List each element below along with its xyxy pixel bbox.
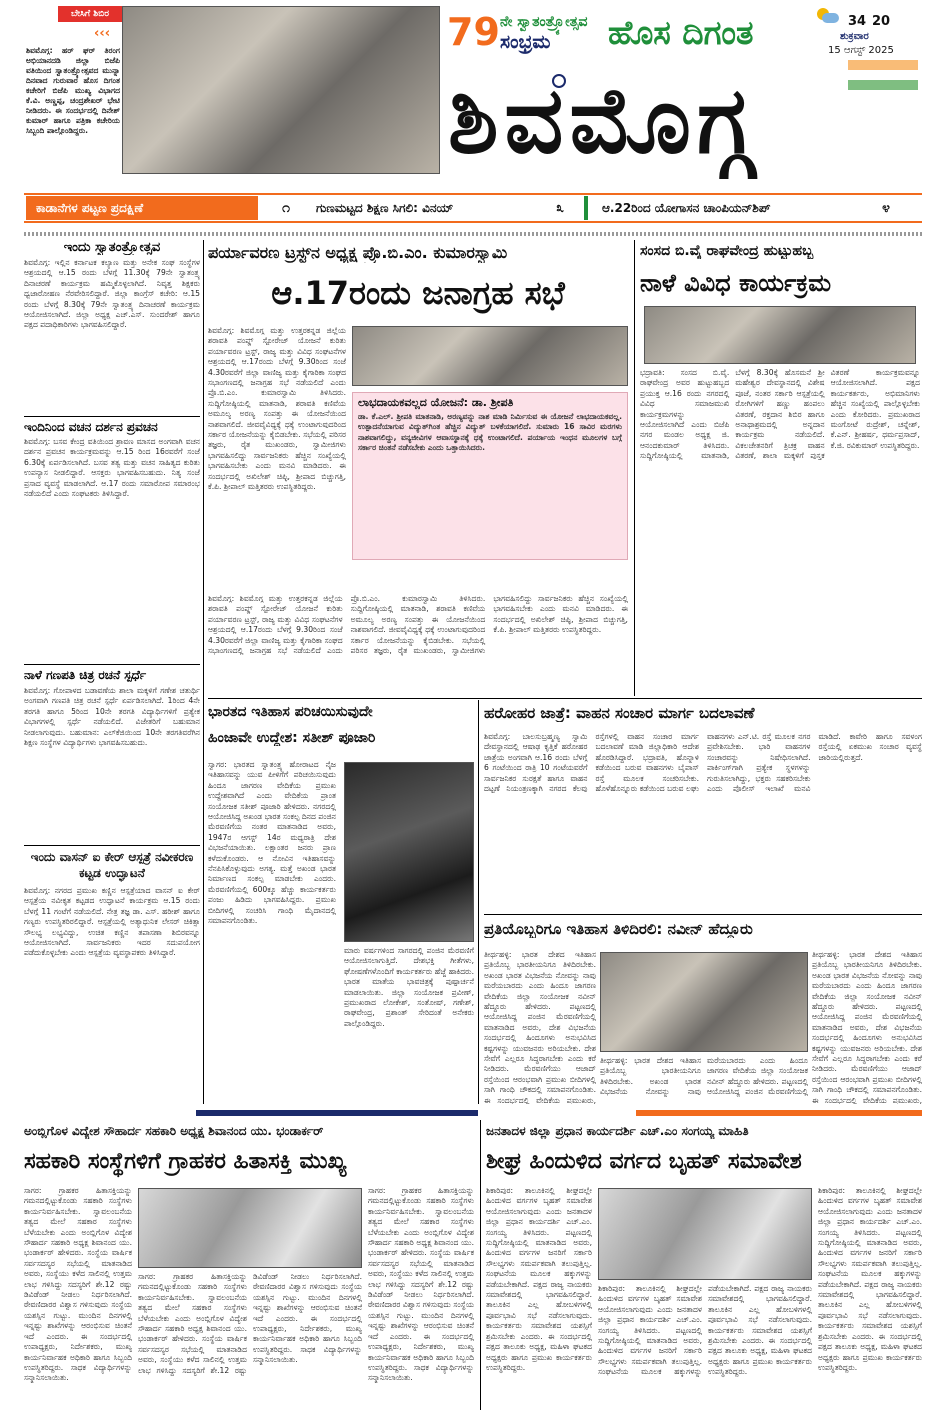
divider: [24, 664, 200, 665]
section-strip: [24, 232, 922, 236]
story-janatadal-photo: [598, 1188, 812, 1280]
story-kumaraswamy-body-b: ಶಿವಮೊಗ್ಗ: ಶಿವಮೊಗ್ಗ ಮತ್ತು ಉತ್ತರಕನ್ನಡ ಜಿಲ್ಲೆಯ ಶರಾವತಿ ಪಂಪ್ಡ್ ಸ್ಟೋರೇಜ್ ಯೋಜನೆ ಕುರಿತು ಪರ್ಯಾವರಣ ಟ್ರಸ್ಟ್, ರಾಜ್ಯ ಮತ್ತು ವಿವಿಧ ಸಂಘಟನೆಗಳ ಆಶ್ರಯದಲ್ಲಿ ಆ.17ರಂದು ಬೆಳಗ್ಗೆ 9.30ರಿಂದ ಸಂಜೆ 4.30ರವರೆಗೆ ಜಿಲ್ಲಾ ವಾಣಿಜ್ಯ ಮತ್ತು ಕೈಗಾರಿಕಾ ಸಂಘದ ಸಭಾಂಗಣದಲ್ಲಿ ಜನಾಗ್ರಹ ಸಭೆ ನಡೆಯಲಿದೆ ಎಂದು ಪ್ರೊ.ಬಿ.ಎಂ. ಕುಮಾರಸ್ವಾಮಿ ತಿಳಿಸಿದರು. ಸುದ್ದಿಗೋಷ್ಠಿಯಲ್ಲಿ ಮಾತನಾಡಿ, ಶರಾವತಿ ಕಣಿವೆಯ ಅಮೂಲ್ಯ ಅರಣ್ಯ ಸಂಪತ್ತು ಈ ಯೋಜನೆಯಿಂದ ನಾಶವಾಗಲಿದೆ. ಜೀವವೈವಿಧ್ಯಕ್ಕೆ ಧಕ್ಕೆ ಉಂಟಾಗುವುದರಿಂದ ಸರ್ಕಾರ ಯೋಜನೆಯನ್ನು ಕೈಬಿಡಬೇಕು. ಸಭೆಯಲ್ಲಿ ಪರಿಸರ ತಜ್ಞರು, ರೈತ ಮುಖಂಡರು, ಸ್ವಾಮೀಜಿಗಳು ಭಾಗವಹಿಸಲಿದ್ದು ಸಾರ್ವಜನಿಕರು ಹೆಚ್ಚಿನ ಸಂಖ್ಯೆಯಲ್ಲಿ ಭಾಗವಹಿಸಬೇಕು ಎಂದು ಮನವಿ ಮಾಡಿದರು. ಈ ಸಂದರ್ಭದಲ್ಲಿ ಅಖಿಲೇಶ್ ಚಿಪ್ಳಿ, ಶ್ರೀಪಾದ ಬಿಚ್ಚುಗತ್ತಿ, ಕೆ.ಪಿ. ಶ್ರೀಪಾಲ್ ಮತ್ತಿತರರು ಉಪಸ್ಥಿತರಿದ್ದರು.: [208, 594, 628, 656]
story-cooperative-kicker: ಅಂಬ್ಲಿಗೊಳ ವಿದ್ಯೇಶ ಸೌಹಾರ್ದ ಸಹಕಾರಿ ಅಧ್ಯಕ್ಷ ಶಿವಾನಂದ ಯು. ಭಂಡಾರ್ಕರ್: [24, 1124, 324, 1138]
date-label: 15 ಆಗಸ್ಟ್ 2025: [828, 45, 894, 56]
bottom-strip-right: [636, 1110, 922, 1116]
story-raghavendra-photo: [644, 306, 916, 364]
story-satish-body: ಸ್ವಾಗರ: ಭಾರತದ ಸ್ವಾತಂತ್ರ್ಯ ಹೋರಾಟದ ನೈಜ ಇತಿಹಾಸವನ್ನು ಯುವ ಪೀಳಿಗೆಗೆ ಪರಿಚಯಿಸುವುದು ಹಿಂದೂ ಜಾಗರಣ ವೇದಿಕೆಯ ಪ್ರಮುಖ ಉದ್ದೇಶವಾಗಿದೆ ಎಂದು ವೇದಿಕೆಯ ಪ್ರಾಂತ ಸಂಯೋಜಕ ಸತೀಶ್ ಪೂಜಾರಿ ಹೇಳಿದರು. ನಗರದಲ್ಲಿ ಆಯೋಜಿಸಿದ್ದ ಅಖಂಡ ಭಾರತ ಸಂಕಲ್ಪ ದಿನದ ಪಂಜಿನ ಮೆರವಣಿಗೆಯ ನಂತರ ಮಾತನಾಡಿದ ಅವರು, 1947ರ ಆಗಸ್ಟ್ 14ರ ಮಧ್ಯರಾತ್ರಿ ದೇಶ ವಿಭಜನೆಯಾಯಿತು. ಲಕ್ಷಾಂತರ ಜನರು ಪ್ರಾಣ ಕಳೆದುಕೊಂಡರು. ಆ ನೋವಿನ ಇತಿಹಾಸವನ್ನು ನೆನಪಿಸಿಕೊಳ್ಳುವುದು ಅಗತ್ಯ. ಮತ್ತೆ ಅಖಂಡ ಭಾರತ ನಿರ್ಮಾಣದ ಸಂಕಲ್ಪ ಮಾಡಬೇಕು ಎಂದರು. ಮೆರವಣಿಗೆಯಲ್ಲಿ 600ಕ್ಕೂ ಹೆಚ್ಚು ಕಾರ್ಯಕರ್ತರು ಪಂಜು ಹಿಡಿದು ಭಾಗವಹಿಸಿದ್ದರು. ಪ್ರಮುಖ ಬೀದಿಗಳಲ್ಲಿ ಸಂಚರಿಸಿ ಗಾಂಧಿ ಮೈದಾನದಲ್ಲಿ ಸಮಾಪನಗೊಂಡಿತು.: [208, 760, 336, 926]
teaser-1[interactable]: ಕಾಡಾನೆಗಳ ಪಟ್ಟಣ ಪ್ರದಕ್ಷಿಣೆ: [26, 196, 258, 220]
story-naveen-body-a: ತೀರ್ಥಹಳ್ಳಿ: ಭಾರತ ದೇಶದ ಇತಿಹಾಸ ಪ್ರತಿಯೊಬ್ಬ ಭಾರತೀಯನಿಗೂ ತಿಳಿದಿರಬೇಕು. ಅಖಂಡ ಭಾರತ ವಿಭಜನೆಯ ನೋವನ್ನು ನಾವು ಮರೆಯಬಾರದು ಎಂದು ಹಿಂದೂ ಜಾಗರಣ ವೇದಿಕೆಯ ಜಿಲ್ಲಾ ಸಂಯೋಜಕ ನವೀನ್ ಹೆದ್ದೂರು ಹೇಳಿದರು. ಪಟ್ಟಣದಲ್ಲಿ ಆಯೋಜಿಸಿದ್ದ ಪಂಜಿನ ಮೆರವಣಿಗೆಯಲ್ಲಿ ಮಾತನಾಡಿದ ಅವರು, ದೇಶ ವಿಭಜನೆಯ ಸಂದರ್ಭದಲ್ಲಿ ಹಿಂದೂಗಳು ಅನುಭವಿಸಿದ ಕಷ್ಟಗಳನ್ನು ಯುವಜನರು ಅರಿಯಬೇಕು. ದೇಶ ಸೇವೆಗೆ ಎಲ್ಲರೂ ಸಿದ್ಧರಾಗಬೇಕು ಎಂದು ಕರೆ ನೀಡಿದರು. ಮೆರವಣಿಗೆಯು ಆಜಾದ್ ರಸ್ತೆಯಿಂದ ಆರಂಭವಾಗಿ ಪ್ರಮುಖ ಬೀದಿಗಳಲ್ಲಿ ಸಾಗಿ ಗಾಂಧಿ ಚೌಕದಲ್ಲಿ ಸಮಾಪನಗೊಂಡಿತು. ಈ ಸಂದರ್ಭದಲ್ಲಿ ವೇದಿಕೆಯ ಪ್ರಮುಖರು,: [484, 950, 596, 1104]
story-naveen-photo: [600, 952, 808, 1052]
story-kumaraswamy-headline: ಆ.17ರಂದು ಜನಾಗ್ರಹ ಸಭೆ: [271, 274, 565, 312]
story-janatadal-body-c: ಶಿಕಾರಿಪುರ: ತಾಲೂಕಿನಲ್ಲಿ ಶೀಘ್ರದಲ್ಲೇ ಹಿಂದುಳಿದ ವರ್ಗಗಳ ಬೃಹತ್ ಸಮಾವೇಶ ಆಯೋಜಿಸಲಾಗುವುದು ಎಂದು ಜನತಾದಳ ಜಿಲ್ಲಾ ಪ್ರಧಾನ ಕಾರ್ಯದರ್ಶಿ ಎಚ್.ಎಂ. ಸಂಗಯ್ಯ ತಿಳಿಸಿದರು. ಪಟ್ಟಣದಲ್ಲಿ ಸುದ್ದಿಗೋಷ್ಠಿಯಲ್ಲಿ ಮಾತನಾಡಿದ ಅವರು, ಹಿಂದುಳಿದ ವರ್ಗಗಳ ಜನರಿಗೆ ಸರ್ಕಾರಿ ಸೌಲಭ್ಯಗಳು ಸಮರ್ಪಕವಾಗಿ ತಲುಪುತ್ತಿಲ್ಲ. ಸಂಘಟನೆಯ ಮೂಲಕ ಹಕ್ಕುಗಳನ್ನು ಪಡೆಯಬೇಕಾಗಿದೆ. ಪಕ್ಷದ ರಾಜ್ಯ ನಾಯಕರು ಸಮಾವೇಶದಲ್ಲಿ ಭಾಗವಹಿಸಲಿದ್ದಾರೆ. ತಾಲೂಕಿನ ಎಲ್ಲ ಹೋಬಳಿಗಳಲ್ಲಿ ಪೂರ್ವಭಾವಿ ಸಭೆ ನಡೆಸಲಾಗುವುದು. ಕಾರ್ಯಕರ್ತರು ಸಮಾವೇಶದ ಯಶಸ್ಸಿಗೆ ಶ್ರಮಿಸಬೇಕು ಎಂದರು. ಈ ಸಂದರ್ಭದಲ್ಲಿ ಪಕ್ಷದ ತಾಲೂಕು ಅಧ್ಯಕ್ಷ, ಮಹಿಳಾ ಘಟಕದ ಅಧ್ಯಕ್ಷರು ಹಾಗೂ ಪ್ರಮುಖ ಕಾರ್ಯಕರ್ತರು ಉಪಸ್ಥಿತರಿದ್ದರು.: [818, 1186, 922, 1372]
story-janatadal-kicker: ಜನತಾದಳ ಜಿಲ್ಲಾ ಪ್ರಧಾನ ಕಾರ್ಯದರ್ಶಿ ಎಚ್.ಎಂ ಸಂಗಯ್ಯ ಮಾಹಿತಿ: [486, 1124, 749, 1138]
story-raghavendra-kicker: ಸಂಸದ ಬಿ.ವೈ ರಾಘವೇಂದ್ರ ಹುಟ್ಟುಹಬ್ಬ: [640, 243, 814, 259]
divider: [24, 416, 200, 417]
corner-tag: ಬೇಸಿಗೆ ಶಿಬಿರ: [58, 6, 122, 22]
story-satish-headline-1: ಭಾರತದ ಇತಿಹಾಸ ಪರಿಚಯಿಸುವುದೇ: [208, 704, 373, 720]
column-rule: [480, 1120, 481, 1410]
teaser-3-page: ೪: [882, 200, 890, 216]
story-raghavendra-headline: ನಾಳೆ ವಿವಿಧ ಕಾರ್ಯಕ್ರಮ: [640, 269, 832, 297]
left-body-4: ಶಿವಮೊಗ್ಗ: ನಗರದ ಪ್ರಮುಖ ಕಣ್ಣಿನ ಆಸ್ಪತ್ರೆಯಾದ ವಾಸನ್ ಐ ಕೇರ್ ಆಸ್ಪತ್ರೆಯ ನವೀಕೃತ ಕಟ್ಟಡದ ಉದ್ಘಾಟನೆ ಕಾರ್ಯಕ್ರಮ ಆ.15 ರಂದು ಬೆಳಗ್ಗೆ 11 ಗಂಟೆಗೆ ನಡೆಯಲಿದೆ. ನೇತ್ರ ತಜ್ಞ ಡಾ. ಎಸ್. ಹರೀಶ್ ಹಾಗೂ ಗಣ್ಯರು ಉಪಸ್ಥಿತರಿರಲಿದ್ದಾರೆ. ಆಸ್ಪತ್ರೆಯಲ್ಲಿ ಅತ್ಯಾಧುನಿಕ ಲೇಸರ್ ಚಿಕಿತ್ಸಾ ಸೌಲಭ್ಯ ಲಭ್ಯವಿದ್ದು, ಉಚಿತ ಕಣ್ಣಿನ ತಪಾಸಣಾ ಶಿಬಿರವನ್ನೂ ಆಯೋಜಿಸಲಾಗಿದೆ. ಸಾರ್ವಜನಿಕರು ಇದರ ಸದುಪಯೋಗ ಪಡೆದುಕೊಳ್ಳಬೇಕು ಎಂದು ಆಸ್ಪತ್ರೆಯ ವ್ಯವಸ್ಥಾಪಕರು ತಿಳಿಸಿದ್ದಾರೆ.: [24, 886, 200, 958]
row-rule: [484, 914, 922, 915]
city-title: ಶಿವಮೊಗ್ಗ: [448, 67, 758, 174]
story-kumaraswamy-kicker: ಪರ್ಯಾವರಣ ಟ್ರಸ್ಟ್‌ನ ಅಧ್ಯಕ್ಷ ಪ್ರೊ.ಬಿ.ಎಂ. ಕುಮಾರಸ್ವಾಮಿ: [208, 243, 508, 262]
story-horohara-body: ಶಿವಮೊಗ್ಗ: ಬಾಲಸುಬ್ರಹ್ಮಣ್ಯ ಸ್ವಾಮಿ ದೇವಸ್ಥಾನದಲ್ಲಿ ಆಷಾಢ ಕೃತ್ತಿಕೆ ಹರೋಹರ ಜಾತ್ರೆಯ ಅಂಗವಾಗಿ ಆ.16 ರಂದು ಬೆಳಗ್ಗೆ 6 ಗಂಟೆಯಿಂದ ರಾತ್ರಿ 10 ಗಂಟೆಯವರೆಗೆ ಸಾರ್ವಜನಿಕರ ಸುರಕ್ಷತೆ ಹಾಗೂ ವಾಹನ ದಟ್ಟಣೆ ನಿಯಂತ್ರಣಕ್ಕಾಗಿ ನಗರದ ಕೆಲವು ರಸ್ತೆಗಳಲ್ಲಿ ವಾಹನ ಸಂಚಾರ ಮಾರ್ಗ ಬದಲಾವಣೆ ಮಾಡಿ ಜಿಲ್ಲಾಧಿಕಾರಿ ಆದೇಶ ಹೊರಡಿಸಿದ್ದಾರೆ. ಭದ್ರಾವತಿ, ಹೊನ್ನಾಳಿ ಕಡೆಯಿಂದ ಬರುವ ವಾಹನಗಳು ಬೈಪಾಸ್ ರಸ್ತೆ ಮೂಲಕ ಸಂಚರಿಸಬೇಕು. ಹೊಳೆಹೊನ್ನೂರು ಕಡೆಯಿಂದ ಬರುವ ಲಘು ವಾಹನಗಳು ಎನ್.ಟಿ. ರಸ್ತೆ ಮೂಲಕ ನಗರ ಪ್ರವೇಶಿಸಬೇಕು. ಭಾರಿ ವಾಹನಗಳ ಸಂಚಾರವನ್ನು ನಿಷೇಧಿಸಲಾಗಿದೆ. ಪಾರ್ಕಿಂಗ್‌ಗಾಗಿ ಪ್ರತ್ಯೇಕ ಸ್ಥಳಗಳನ್ನು ಗುರುತಿಸಲಾಗಿದ್ದು, ಭಕ್ತರು ಸಹಕರಿಸಬೇಕು ಎಂದು ಪೊಲೀಸ್ ಇಲಾಖೆ ಮನವಿ ಮಾಡಿದೆ. ಕಾವೇರಿ ಹಾಗೂ ಸವಳಂಗ ರಸ್ತೆಯಲ್ಲಿ ಏಕಮುಖ ಸಂಚಾರ ವ್ಯವಸ್ಥೆ ಜಾರಿಯಲ್ಲಿರುತ್ತದೆ.: [484, 732, 922, 794]
anniversary-line1: ನೇ ಸ್ವಾತಂತ್ರ್ಯೋತ್ಸವ: [500, 14, 588, 30]
story-kumaraswamy-body-a: ಶಿವಮೊಗ್ಗ: ಶಿವಮೊಗ್ಗ ಮತ್ತು ಉತ್ತರಕನ್ನಡ ಜಿಲ್ಲೆಯ ಶರಾವತಿ ಪಂಪ್ಡ್ ಸ್ಟೋರೇಜ್ ಯೋಜನೆ ಕುರಿತು ಪರ್ಯಾವರಣ ಟ್ರಸ್ಟ್, ರಾಜ್ಯ ಮತ್ತು ವಿವಿಧ ಸಂಘಟನೆಗಳ ಆಶ್ರಯದಲ್ಲಿ ಆ.17ರಂದು ಬೆಳಗ್ಗೆ 9.30ರಿಂದ ಸಂಜೆ 4.30ರವರೆಗೆ ಜಿಲ್ಲಾ ವಾಣಿಜ್ಯ ಮತ್ತು ಕೈಗಾರಿಕಾ ಸಂಘದ ಸಭಾಂಗಣದಲ್ಲಿ ಜನಾಗ್ರಹ ಸಭೆ ನಡೆಯಲಿದೆ ಎಂದು ಪ್ರೊ.ಬಿ.ಎಂ. ಕುಮಾರಸ್ವಾಮಿ ತಿಳಿಸಿದರು. ಸುದ್ದಿಗೋಷ್ಠಿಯಲ್ಲಿ ಮಾತನಾಡಿ, ಶರಾವತಿ ಕಣಿವೆಯ ಅಮೂಲ್ಯ ಅರಣ್ಯ ಸಂಪತ್ತು ಈ ಯೋಜನೆಯಿಂದ ನಾಶವಾಗಲಿದೆ. ಜೀವವೈವಿಧ್ಯಕ್ಕೆ ಧಕ್ಕೆ ಉಂಟಾಗುವುದರಿಂದ ಸರ್ಕಾರ ಯೋಜನೆಯನ್ನು ಕೈಬಿಡಬೇಕು. ಸಭೆಯಲ್ಲಿ ಪರಿಸರ ತಜ್ಞರು, ರೈತ ಮುಖಂಡರು, ಸ್ವಾಮೀಜಿಗಳು ಭಾಗವಹಿಸಲಿದ್ದು ಸಾರ್ವಜನಿಕರು ಹೆಚ್ಚಿನ ಸಂಖ್ಯೆಯಲ್ಲಿ ಭಾಗವಹಿಸಬೇಕು ಎಂದು ಮನವಿ ಮಾಡಿದರು. ಈ ಸಂದರ್ಭದಲ್ಲಿ ಅಖಿಲೇಶ್ ಚಿಪ್ಳಿ, ಶ್ರೀಪಾದ ಬಿಚ್ಚುಗತ್ತಿ, ಕೆ.ಪಿ. ಶ್ರೀಪಾಲ್ ಮತ್ತಿತರರು ಉಪಸ್ಥಿತರಿದ್ದರು.: [208, 326, 346, 492]
corner-caption: ಶಿವಮೊಗ್ಗ: ಹರ್ ಘರ್ ತಿರಂಗ ಅಭಿಯಾನದಡಿ ಜಿಲ್ಲಾ ಬಿಜೆಪಿ ವತಿಯಿಂದ ಸ್ವಾತಂತ್ರ್ಯೋತ್ಸವದ ಮುನ್ನಾ ದಿನವಾದ ಗುರುವಾರ ಹೊಸ ದಿಗಂತ ಕಚೇರಿಗೆ ಬಿಜೆಪಿ ಮುಖ್ಯ ವಿಭಾಗದ ಕೆ.ವಿ. ಅಣ್ಣಪ್ಪ, ಚಂದ್ರಶೇಖರ್ ಭೇಟಿ ನೀಡಿದರು. ಈ ಸಂದರ್ಭದಲ್ಲಿ ದಿನೇಶ್ ಕುಮಾರ್ ಹಾಗೂ ಪತ್ರಿಕಾ ಕಚೇರಿಯ ಸಿಬ್ಬಂದಿ ಪಾಲ್ಗೊಂಡಿದ್ದರು.: [26, 46, 120, 135]
story-janatadal-body-a: ಶಿಕಾರಿಪುರ: ತಾಲೂಕಿನಲ್ಲಿ ಶೀಘ್ರದಲ್ಲೇ ಹಿಂದುಳಿದ ವರ್ಗಗಳ ಬೃಹತ್ ಸಮಾವೇಶ ಆಯೋಜಿಸಲಾಗುವುದು ಎಂದು ಜನತಾದಳ ಜಿಲ್ಲಾ ಪ್ರಧಾನ ಕಾರ್ಯದರ್ಶಿ ಎಚ್.ಎಂ. ಸಂಗಯ್ಯ ತಿಳಿಸಿದರು. ಪಟ್ಟಣದಲ್ಲಿ ಸುದ್ದಿಗೋಷ್ಠಿಯಲ್ಲಿ ಮಾತನಾಡಿದ ಅವರು, ಹಿಂದುಳಿದ ವರ್ಗಗಳ ಜನರಿಗೆ ಸರ್ಕಾರಿ ಸೌಲಭ್ಯಗಳು ಸಮರ್ಪಕವಾಗಿ ತಲುಪುತ್ತಿಲ್ಲ. ಸಂಘಟನೆಯ ಮೂಲಕ ಹಕ್ಕುಗಳನ್ನು ಪಡೆಯಬೇಕಾಗಿದೆ. ಪಕ್ಷದ ರಾಜ್ಯ ನಾಯಕರು ಸಮಾವೇಶದಲ್ಲಿ ಭಾಗವಹಿಸಲಿದ್ದಾರೆ. ತಾಲೂಕಿನ ಎಲ್ಲ ಹೋಬಳಿಗಳಲ್ಲಿ ಪೂರ್ವಭಾವಿ ಸಭೆ ನಡೆಸಲಾಗುವುದು. ಕಾರ್ಯಕರ್ತರು ಸಮಾವೇಶದ ಯಶಸ್ಸಿಗೆ ಶ್ರಮಿಸಬೇಕು ಎಂದರು. ಈ ಸಂದರ್ಭದಲ್ಲಿ ಪಕ್ಷದ ತಾಲೂಕು ಅಧ್ಯಕ್ಷ, ಮಹಿಳಾ ಘಟಕದ ಅಧ್ಯಕ್ಷರು ಹಾಗೂ ಪ್ರಮುಖ ಕಾರ್ಯಕರ್ತರು ಉಪಸ್ಥಿತರಿದ್ದರು.: [486, 1186, 592, 1372]
anniversary-number: 79: [447, 10, 500, 54]
left-headline-2: ಇಂದಿನಿಂದ ವಚನ ದರ್ಶನ ಪ್ರವಚನ: [24, 420, 158, 434]
bottom-strip-left: [196, 1110, 478, 1116]
teaser-1-page: ೧: [282, 200, 290, 216]
teaser-2[interactable]: ಗುಣಮಟ್ಟದ ಶಿಕ್ಷಣ ಸಿಗಲಿ: ವಿನಯ್: [316, 201, 454, 215]
left-body-2: ಶಿವಮೊಗ್ಗ: ಬಸವ ಕೇಂದ್ರ ವತಿಯಿಂದ ಶ್ರಾವಣ ಮಾಸದ ಅಂಗವಾಗಿ ವಚನ ದರ್ಶನ ಪ್ರವಚನ ಕಾರ್ಯಕ್ರಮವನ್ನು ಆ.15 ರಿಂದ 16ರವರೆಗೆ ಸಂಜೆ 6.30ಕ್ಕೆ ಏರ್ಪಡಿಸಲಾಗಿದೆ. ಬಸವ ತತ್ವ ಮತ್ತು ವಚನ ಸಾಹಿತ್ಯದ ಕುರಿತು ಉಪನ್ಯಾಸ ನೀಡಲಿದ್ದಾರೆ. ಆಸಕ್ತರು ಭಾಗವಹಿಸಬಹುದು. ನಿತ್ಯ ಸಂಜೆ ಪ್ರಸಾದ ವ್ಯವಸ್ಥೆ ಮಾಡಲಾಗಿದೆ. ಆ.17 ರಂದು ಸಮಾರೋಪ ಸಮಾರಂಭ ನಡೆಯಲಿದೆ ಎಂದು ಸಂಘಟಕರು ತಿಳಿಸಿದ್ದಾರೆ.: [24, 437, 200, 499]
divider: [24, 845, 200, 846]
row-rule: [208, 698, 922, 699]
story-naveen-headline: ಪ್ರತಿಯೊಬ್ಬರಿಗೂ ಇತಿಹಾಸ ತಿಳಿದಿರಲಿ: ನವೀನ್ ಹೆದ್ದೂರು: [484, 920, 753, 938]
story-satish-photo: [344, 762, 474, 942]
day-label: ಶುಕ್ರವಾರ: [840, 31, 869, 42]
left-body-3: ಶಿವಮೊಗ್ಗ: ಗೋಪಾಳದ ಬಡಾವಣೆಯ ಶಾಲಾ ಮಕ್ಕಳಿಗೆ ಗಣೇಶ ಚತುರ್ಥಿ ಅಂಗವಾಗಿ ಗಣಪತಿ ಚಿತ್ರ ರಚನೆ ಸ್ಪರ್ಧೆ ಏರ್ಪಡಿಸಲಾಗಿದೆ. 1ರಿಂದ 4ನೇ ತರಗತಿ ಹಾಗೂ 5ರಿಂದ 10ನೇ ತರಗತಿ ವಿದ್ಯಾರ್ಥಿಗಳಿಗೆ ಪ್ರತ್ಯೇಕ ವಿಭಾಗಗಳಲ್ಲಿ ಸ್ಪರ್ಧೆ ನಡೆಯಲಿದೆ. ವಿಜೇತರಿಗೆ ಬಹುಮಾನ ನೀಡಲಾಗುವುದು. ಬಹುಮಾನ: ಎಲ್‌ಕೆಜಿಯಿಂದ 10ನೇ ತರಗತಿವರೆಗಿನ ಶಿಕ್ಷಣ ಸಂಸ್ಥೆಗಳ ವಿದ್ಯಾರ್ಥಿಗಳು ಭಾಗವಹಿಸಬಹುದು.: [24, 686, 200, 748]
story-cooperative-photo: [138, 1188, 362, 1268]
column-rule: [478, 700, 479, 1104]
info-box-headline: ಲಾಭದಾಯಕವಲ್ಲದ ಯೋಜನೆ: ಡಾ. ಶ್ರೀಪತಿ: [358, 396, 514, 409]
column-rule: [634, 240, 635, 696]
corner-arrows: ‹‹‹: [94, 26, 111, 41]
story-satish-headline-2: ಹಿಂಜಾವೇ ಉದ್ದೇಶ: ಸತೀಶ್ ಪೂಜಾರಿ: [208, 730, 376, 746]
story-horohara-headline: ಹರೋಹರ ಜಾತ್ರೆ: ವಾಹನ ಸಂಚಾರ ಮಾರ್ಗ ಬದಲಾವಣೆ: [484, 704, 755, 722]
paper-name: ಹೊಸ ದಿಗಂತ: [608, 13, 754, 52]
temp-high: 34: [848, 14, 867, 29]
temp-low: 20: [872, 14, 891, 29]
left-headline-3: ನಾಳೆ ಗಣಪತಿ ಚಿತ್ರ ರಚನೆ ಸ್ಪರ್ಧೆ: [24, 668, 147, 682]
column-rule: [203, 240, 204, 1104]
story-raghavendra-body: ಭದ್ರಾವತಿ: ಸಂಸದ ಬಿ.ವೈ. ರಾಘವೇಂದ್ರ ಅವರ ಹುಟ್ಟುಹಬ್ಬದ ಪ್ರಯುಕ್ತ ಆ.16 ರಂದು ನಗರದಲ್ಲಿ ವಿವಿಧ ಸಮಾಜಮುಖಿ ಕಾರ್ಯಕ್ರಮಗಳನ್ನು ಆಯೋಜಿಸಲಾಗಿದೆ ಎಂದು ಬಿಜೆಪಿ ನಗರ ಮಂಡಲ ಅಧ್ಯಕ್ಷ ಜಿ. ಆನಂದಕುಮಾರ್ ತಿಳಿಸಿದರು. ಸುದ್ದಿಗೋಷ್ಠಿಯಲ್ಲಿ ಮಾತನಾಡಿ, ಬೆಳಗ್ಗೆ 8.30ಕ್ಕೆ ಹೊಸಮನೆ ಶ್ರೀ ಮಹೇಶ್ವರ ದೇವಸ್ಥಾನದಲ್ಲಿ ವಿಶೇಷ ಪೂಜೆ, ನಂತರ ಸರ್ಕಾರಿ ಆಸ್ಪತ್ರೆಯಲ್ಲಿ ರೋಗಿಗಳಿಗೆ ಹಣ್ಣು ಹಂಪಲು ವಿತರಣೆ, ರಕ್ತದಾನ ಶಿಬಿರ ಹಾಗೂ ಅನಾಥಾಶ್ರಮದಲ್ಲಿ ಅನ್ನದಾನ ಕಾರ್ಯಕ್ರಮ ನಡೆಯಲಿದೆ. ವಿಕಲಚೇತನರಿಗೆ ತ್ರಿಚಕ್ರ ವಾಹನ ವಿತರಣೆ, ಶಾಲಾ ಮಕ್ಕಳಿಗೆ ಪುಸ್ತಕ ವಿತರಣೆ ಕಾರ್ಯಕ್ರಮವನ್ನೂ ಆಯೋಜಿಸಲಾಗಿದೆ. ಪಕ್ಷದ ಕಾರ್ಯಕರ್ತರು, ಅಭಿಮಾನಿಗಳು ಹೆಚ್ಚಿನ ಸಂಖ್ಯೆಯಲ್ಲಿ ಪಾಲ್ಗೊಳ್ಳಬೇಕು ಎಂದು ಕೋರಿದರು. ಪ್ರಮುಖರಾದ ಮಂಗೋಟೆ ರುದ್ರೇಶ್, ಚನ್ನೇಶ್, ಕೆ.ಎನ್. ಶ್ರೀಹರ್ಷ, ಧರ್ಮಪ್ರಸಾದ್, ಕೆ.ಜಿ. ರವಿಕುಮಾರ್ ಉಪಸ್ಥಿತರಿದ್ದರು.: [640, 368, 920, 461]
story-kumaraswamy-photo: [352, 326, 628, 386]
story-satish-body-2: ಮಾರು ವರ್ಷಗಳಿಂದ ಸಾಗರದಲ್ಲಿ ಪಂಜಿನ ಮೆರವಣಿಗೆ ಆಯೋಜಿಸಲಾಗುತ್ತಿದೆ. ದೇಶಭಕ್ತಿ ಗೀತೆಗಳು, ಘೋಷಣೆಗಳೊಂದಿಗೆ ಕಾರ್ಯಕರ್ತರು ಹೆಜ್ಜೆ ಹಾಕಿದರು. ಭಾರತ ಮಾತೆಯ ಭಾವಚಿತ್ರಕ್ಕೆ ಪುಷ್ಪಾರ್ಚನೆ ಮಾಡಲಾಯಿತು. ಜಿಲ್ಲಾ ಸಂಯೋಜಕ ಪ್ರವೀಣ್, ಪ್ರಮುಖರಾದ ಲೋಕೇಶ್, ಸಂತೋಷ್, ಗಣೇಶ್, ರಾಘವೇಂದ್ರ, ಪ್ರಶಾಂತ್ ಸೇರಿದಂತೆ ಅನೇಕರು ಪಾಲ್ಗೊಂಡಿದ್ದರು.: [344, 946, 474, 1028]
left-headline-1: ಇಂದು ಸ್ವಾತಂತ್ರ್ಯೋತ್ಸವ: [63, 240, 161, 255]
story-cooperative-body-c: ಸಾಗರ: ಗ್ರಾಹಕರ ಹಿತಾಸಕ್ತಿಯನ್ನು ಗಮನದಲ್ಲಿಟ್ಟುಕೊಂಡು ಸಹಕಾರಿ ಸಂಸ್ಥೆಗಳು ಕಾರ್ಯನಿರ್ವಹಿಸಬೇಕು. ಸ್ವಾವಲಂಬನೆಯ ತತ್ವದ ಮೇಲೆ ಸಹಕಾರ ಸಂಸ್ಥೆಗಳು ಬೆಳೆಯಬೇಕು ಎಂದು ಅಂಬ್ಲಿಗೊಳ ವಿದ್ಯೇಶ ಸೌಹಾರ್ದ ಸಹಕಾರಿ ಅಧ್ಯಕ್ಷ ಶಿವಾನಂದ ಯು. ಭಂಡಾರ್ಕರ್ ಹೇಳಿದರು. ಸಂಸ್ಥೆಯ ವಾರ್ಷಿಕ ಸರ್ವಸದಸ್ಯರ ಸಭೆಯಲ್ಲಿ ಮಾತನಾಡಿದ ಅವರು, ಸಂಸ್ಥೆಯು ಕಳೆದ ಸಾಲಿನಲ್ಲಿ ಉತ್ತಮ ಲಾಭ ಗಳಿಸಿದ್ದು ಸದಸ್ಯರಿಗೆ ಶೇ.12 ರಷ್ಟು ಡಿವಿಡೆಂಡ್ ನೀಡಲು ನಿರ್ಧರಿಸಲಾಗಿದೆ. ಠೇವಣಿದಾರರ ವಿಶ್ವಾಸ ಗಳಿಸುವುದು ಸಂಸ್ಥೆಯ ಯಶಸ್ಸಿನ ಗುಟ್ಟು. ಮುಂದಿನ ದಿನಗಳಲ್ಲಿ ಇನ್ನಷ್ಟು ಶಾಖೆಗಳನ್ನು ಆರಂಭಿಸುವ ಚಿಂತನೆ ಇದೆ ಎಂದರು. ಈ ಸಂದರ್ಭದಲ್ಲಿ ಉಪಾಧ್ಯಕ್ಷರು, ನಿರ್ದೇಶಕರು, ಮುಖ್ಯ ಕಾರ್ಯನಿರ್ವಾಹಕ ಅಧಿಕಾರಿ ಹಾಗೂ ಸಿಬ್ಬಂದಿ ಉಪಸ್ಥಿತರಿದ್ದರು. ಸಾಧಕ ವಿದ್ಯಾರ್ಥಿಗಳನ್ನು ಸನ್ಮಾನಿಸಲಾಯಿತು.: [368, 1186, 474, 1383]
story-janatadal-body-b: ಶಿಕಾರಿಪುರ: ತಾಲೂಕಿನಲ್ಲಿ ಶೀಘ್ರದಲ್ಲೇ ಹಿಂದುಳಿದ ವರ್ಗಗಳ ಬೃಹತ್ ಸಮಾವೇಶ ಆಯೋಜಿಸಲಾಗುವುದು ಎಂದು ಜನತಾದಳ ಜಿಲ್ಲಾ ಪ್ರಧಾನ ಕಾರ್ಯದರ್ಶಿ ಎಚ್.ಎಂ. ಸಂಗಯ್ಯ ತಿಳಿಸಿದರು. ಪಟ್ಟಣದಲ್ಲಿ ಸುದ್ದಿಗೋಷ್ಠಿಯಲ್ಲಿ ಮಾತನಾಡಿದ ಅವರು, ಹಿಂದುಳಿದ ವರ್ಗಗಳ ಜನರಿಗೆ ಸರ್ಕಾರಿ ಸೌಲಭ್ಯಗಳು ಸಮರ್ಪಕವಾಗಿ ತಲುಪುತ್ತಿಲ್ಲ. ಸಂಘಟನೆಯ ಮೂಲಕ ಹಕ್ಕುಗಳನ್ನು ಪಡೆಯಬೇಕಾಗಿದೆ. ಪಕ್ಷದ ರಾಜ್ಯ ನಾಯಕರು ಸಮಾವೇಶದಲ್ಲಿ ಭಾಗವಹಿಸಲಿದ್ದಾರೆ. ತಾಲೂಕಿನ ಎಲ್ಲ ಹೋಬಳಿಗಳಲ್ಲಿ ಪೂರ್ವಭಾವಿ ಸಭೆ ನಡೆಸಲಾಗುವುದು. ಕಾರ್ಯಕರ್ತರು ಸಮಾವೇಶದ ಯಶಸ್ಸಿಗೆ ಶ್ರಮಿಸಬೇಕು ಎಂದರು. ಈ ಸಂದರ್ಭದಲ್ಲಿ ಪಕ್ಷದ ತಾಲೂಕು ಅಧ್ಯಕ್ಷ, ಮಹಿಳಾ ಘಟಕದ ಅಧ್ಯಕ್ಷರು ಹಾಗೂ ಪ್ರಮುಖ ಕಾರ್ಯಕರ್ತರು ಉಪಸ್ಥಿತರಿದ್ದರು.: [598, 1284, 812, 1377]
story-janatadal-headline: ಶೀಘ್ರ ಹಿಂದುಳಿದ ವರ್ಗದ ಬೃಹತ್ ಸಮಾವೇಶ: [486, 1149, 802, 1174]
left-body-1: ಶಿವಮೊಗ್ಗ: ಇಲ್ಲಿನ ಕರ್ನಾಟಕ ಕಲ್ಯಾಣ ಮತ್ತು ಅನೇಕ ಸಂಘ ಸಂಸ್ಥೆಗಳ ಆಶ್ರಯದಲ್ಲಿ ಆ.15 ರಂದು ಬೆಳಗ್ಗೆ 11.30ಕ್ಕೆ 79ನೇ ಸ್ವಾತಂತ್ರ್ಯ ದಿನಾಚರಣೆ ಕಾರ್ಯಕ್ರಮ ಹಮ್ಮಿಕೊಳ್ಳಲಾಗಿದೆ. ನಿವೃತ್ತ ಶಿಕ್ಷಕರು ಧ್ವಜಾರೋಹಣ ನೆರವೇರಿಸಲಿದ್ದಾರೆ. ಜಿಲ್ಲಾ ಕಾಂಗ್ರೆಸ್ ಕಚೇರಿ: ಆ.15 ರಂದು ಬೆಳಗ್ಗೆ 8.30ಕ್ಕೆ 79ನೇ ಸ್ವಾತಂತ್ರ್ಯ ದಿನಾಚರಣೆ ಕಾರ್ಯಕ್ರಮ ಆಯೋಜಿಸಲಾಗಿದೆ. ಜಿಲ್ಲಾ ಅಧ್ಯಕ್ಷ ಎಚ್.ಎಸ್. ಸುಂದರೇಶ್ ಹಾಗೂ ಪಕ್ಷದ ಪದಾಧಿಕಾರಿಗಳು ಭಾಗವಹಿಸಲಿದ್ದಾರೆ.: [24, 258, 200, 330]
story-cooperative-body-a: ಸಾಗರ: ಗ್ರಾಹಕರ ಹಿತಾಸಕ್ತಿಯನ್ನು ಗಮನದಲ್ಲಿಟ್ಟುಕೊಂಡು ಸಹಕಾರಿ ಸಂಸ್ಥೆಗಳು ಕಾರ್ಯನಿರ್ವಹಿಸಬೇಕು. ಸ್ವಾವಲಂಬನೆಯ ತತ್ವದ ಮೇಲೆ ಸಹಕಾರ ಸಂಸ್ಥೆಗಳು ಬೆಳೆಯಬೇಕು ಎಂದು ಅಂಬ್ಲಿಗೊಳ ವಿದ್ಯೇಶ ಸೌಹಾರ್ದ ಸಹಕಾರಿ ಅಧ್ಯಕ್ಷ ಶಿವಾನಂದ ಯು. ಭಂಡಾರ್ಕರ್ ಹೇಳಿದರು. ಸಂಸ್ಥೆಯ ವಾರ್ಷಿಕ ಸರ್ವಸದಸ್ಯರ ಸಭೆಯಲ್ಲಿ ಮಾತನಾಡಿದ ಅವರು, ಸಂಸ್ಥೆಯು ಕಳೆದ ಸಾಲಿನಲ್ಲಿ ಉತ್ತಮ ಲಾಭ ಗಳಿಸಿದ್ದು ಸದಸ್ಯರಿಗೆ ಶೇ.12 ರಷ್ಟು ಡಿವಿಡೆಂಡ್ ನೀಡಲು ನಿರ್ಧರಿಸಲಾಗಿದೆ. ಠೇವಣಿದಾರರ ವಿಶ್ವಾಸ ಗಳಿಸುವುದು ಸಂಸ್ಥೆಯ ಯಶಸ್ಸಿನ ಗುಟ್ಟು. ಮುಂದಿನ ದಿನಗಳಲ್ಲಿ ಇನ್ನಷ್ಟು ಶಾಖೆಗಳನ್ನು ಆರಂಭಿಸುವ ಚಿಂತನೆ ಇದೆ ಎಂದರು. ಈ ಸಂದರ್ಭದಲ್ಲಿ ಉಪಾಧ್ಯಕ್ಷರು, ನಿರ್ದೇಶಕರು, ಮುಖ್ಯ ಕಾರ್ಯನಿರ್ವಾಹಕ ಅಧಿಕಾರಿ ಹಾಗೂ ಸಿಬ್ಬಂದಿ ಉಪಸ್ಥಿತರಿದ್ದರು. ಸಾಧಕ ವಿದ್ಯಾರ್ಥಿಗಳನ್ನು ಸನ್ಮಾನಿಸಲಾಯಿತು.: [24, 1186, 132, 1383]
anniversary-line2: ಸಂಭ್ರಮ: [500, 31, 551, 53]
story-cooperative-headline: ಸಹಕಾರಿ ಸಂಸ್ಥೆಗಳಿಗೆ ಗ್ರಾಹಕರ ಹಿತಾಸಕ್ತಿ ಮುಖ್ಯ: [24, 1149, 347, 1174]
story-naveen-body-b: ತೀರ್ಥಹಳ್ಳಿ: ಭಾರತ ದೇಶದ ಇತಿಹಾಸ ಪ್ರತಿಯೊಬ್ಬ ಭಾರತೀಯನಿಗೂ ತಿಳಿದಿರಬೇಕು. ಅಖಂಡ ಭಾರತ ವಿಭಜನೆಯ ನೋವನ್ನು ನಾವು ಮರೆಯಬಾರದು ಎಂದು ಹಿಂದೂ ಜಾಗರಣ ವೇದಿಕೆಯ ಜಿಲ್ಲಾ ಸಂಯೋಜಕ ನವೀನ್ ಹೆದ್ದೂರು ಹೇಳಿದರು. ಪಟ್ಟಣದಲ್ಲಿ ಆಯೋಜಿಸಿದ್ದ ಪಂಜಿನ ಮೆರವಣಿಗೆಯಲ್ಲಿ: [600, 1056, 808, 1097]
weather-icon: [817, 8, 839, 24]
info-box-body: ಡಾ. ಕೆ.ಎಲ್. ಶ್ರೀಪತಿ ಮಾತನಾಡಿ, ಅರಣ್ಯವನ್ನು ನಾಶ ಮಾಡಿ ನಿರ್ಮಿಸುವ ಈ ಯೋಜನೆ ಲಾಭದಾಯಕವಲ್ಲ. ಉತ್ಪಾದನೆಯಾಗುವ ವಿದ್ಯುತ್‌ಗಿಂತ ಹೆಚ್ಚಿನ ವಿದ್ಯುತ್ ಬಳಕೆಯಾಗಲಿದೆ. ಸುಮಾರು 16 ಸಾವಿರ ಮರಗಳು ನಾಶವಾಗಲಿದ್ದು, ವನ್ಯಜೀವಿಗಳ ಆವಾಸಸ್ಥಾನಕ್ಕೆ ಧಕ್ಕೆ ಉಂಟಾಗಲಿದೆ. ಪರ್ಯಾಯ ಇಂಧನ ಮೂಲಗಳ ಬಗ್ಗೆ ಸರ್ಕಾರ ಚಿಂತನೆ ನಡೆಸಬೇಕು ಎಂದು ಒತ್ತಾಯಿಸಿದರು.: [358, 412, 622, 453]
corner-photo: [122, 6, 440, 174]
story-naveen-body-c: ತೀರ್ಥಹಳ್ಳಿ: ಭಾರತ ದೇಶದ ಇತಿಹಾಸ ಪ್ರತಿಯೊಬ್ಬ ಭಾರತೀಯನಿಗೂ ತಿಳಿದಿರಬೇಕು. ಅಖಂಡ ಭಾರತ ವಿಭಜನೆಯ ನೋವನ್ನು ನಾವು ಮರೆಯಬಾರದು ಎಂದು ಹಿಂದೂ ಜಾಗರಣ ವೇದಿಕೆಯ ಜಿಲ್ಲಾ ಸಂಯೋಜಕ ನವೀನ್ ಹೆದ್ದೂರು ಹೇಳಿದರು. ಪಟ್ಟಣದಲ್ಲಿ ಆಯೋಜಿಸಿದ್ದ ಪಂಜಿನ ಮೆರವಣಿಗೆಯಲ್ಲಿ ಮಾತನಾಡಿದ ಅವರು, ದೇಶ ವಿಭಜನೆಯ ಸಂದರ್ಭದಲ್ಲಿ ಹಿಂದೂಗಳು ಅನುಭವಿಸಿದ ಕಷ್ಟಗಳನ್ನು ಯುವಜನರು ಅರಿಯಬೇಕು. ದೇಶ ಸೇವೆಗೆ ಎಲ್ಲರೂ ಸಿದ್ಧರಾಗಬೇಕು ಎಂದು ಕರೆ ನೀಡಿದರು. ಮೆರವಣಿಗೆಯು ಆಜಾದ್ ರಸ್ತೆಯಿಂದ ಆರಂಭವಾಗಿ ಪ್ರಮುಖ ಬೀದಿಗಳಲ್ಲಿ ಸಾಗಿ ಗಾಂಧಿ ಚೌಕದಲ್ಲಿ ಸಮಾಪನಗೊಂಡಿತು. ಈ ಸಂದರ್ಭದಲ್ಲಿ ವೇದಿಕೆಯ ಪ್ರಮುಖರು,: [812, 950, 922, 1104]
teaser-2-page: ೩: [556, 200, 564, 216]
teaser-3[interactable]: ಆ.22ರಿಂದ ಯೋಗಾಸನ ಚಾಂಪಿಯನ್‌ಶಿಪ್: [584, 196, 862, 220]
story-cooperative-body-b: ಸಾಗರ: ಗ್ರಾಹಕರ ಹಿತಾಸಕ್ತಿಯನ್ನು ಗಮನದಲ್ಲಿಟ್ಟುಕೊಂಡು ಸಹಕಾರಿ ಸಂಸ್ಥೆಗಳು ಕಾರ್ಯನಿರ್ವಹಿಸಬೇಕು. ಸ್ವಾವಲಂಬನೆಯ ತತ್ವದ ಮೇಲೆ ಸಹಕಾರ ಸಂಸ್ಥೆಗಳು ಬೆಳೆಯಬೇಕು ಎಂದು ಅಂಬ್ಲಿಗೊಳ ವಿದ್ಯೇಶ ಸೌಹಾರ್ದ ಸಹಕಾರಿ ಅಧ್ಯಕ್ಷ ಶಿವಾನಂದ ಯು. ಭಂಡಾರ್ಕರ್ ಹೇಳಿದರು. ಸಂಸ್ಥೆಯ ವಾರ್ಷಿಕ ಸರ್ವಸದಸ್ಯರ ಸಭೆಯಲ್ಲಿ ಮಾತನಾಡಿದ ಅವರು, ಸಂಸ್ಥೆಯು ಕಳೆದ ಸಾಲಿನಲ್ಲಿ ಉತ್ತಮ ಲಾಭ ಗಳಿಸಿದ್ದು ಸದಸ್ಯರಿಗೆ ಶೇ.12 ರಷ್ಟು ಡಿವಿಡೆಂಡ್ ನೀಡಲು ನಿರ್ಧರಿಸಲಾಗಿದೆ. ಠೇವಣಿದಾರರ ವಿಶ್ವಾಸ ಗಳಿಸುವುದು ಸಂಸ್ಥೆಯ ಯಶಸ್ಸಿನ ಗುಟ್ಟು. ಮುಂದಿನ ದಿನಗಳಲ್ಲಿ ಇನ್ನಷ್ಟು ಶಾಖೆಗಳನ್ನು ಆರಂಭಿಸುವ ಚಿಂತನೆ ಇದೆ ಎಂದರು. ಈ ಸಂದರ್ಭದಲ್ಲಿ ಉಪಾಧ್ಯಕ್ಷರು, ನಿರ್ದೇಶಕರು, ಮುಖ್ಯ ಕಾರ್ಯನಿರ್ವಾಹಕ ಅಧಿಕಾರಿ ಹಾಗೂ ಸಿಬ್ಬಂದಿ ಉಪಸ್ಥಿತರಿದ್ದರು. ಸಾಧಕ ವಿದ್ಯಾರ್ಥಿಗಳನ್ನು ಸನ್ಮಾನಿಸಲಾಯಿತು.: [138, 1272, 362, 1375]
left-headline-4: ಇಂದು ವಾಸನ್ ಐ ಕೇರ್ ಆಸ್ಪತ್ರೆ ನವೀಕರಣ ಕಟ್ಟಡ ಉದ್ಘಾಟನೆ: [30, 850, 194, 880]
